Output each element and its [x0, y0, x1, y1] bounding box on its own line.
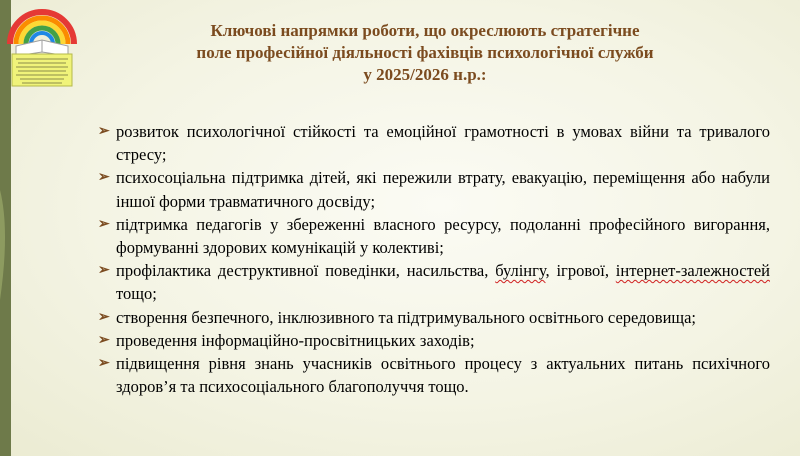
slide-title [80, 20, 770, 86]
title-line-3: у 2025/2026 н.р.: [363, 65, 487, 84]
arrow-bullet-icon: ➢ [98, 170, 110, 186]
list-item [98, 352, 770, 398]
list-item-text: проведення інформаційно-просвітницьких заходів; [116, 330, 475, 350]
arrow-bullet-icon: ➢ [98, 216, 110, 232]
list-item-text: підтримка педагогів у збереженні власного ресурсу, подоланні професійного вигорання, формуванні здорових комунікацій у колективі; [116, 214, 770, 258]
arrow-bullet-icon: ➢ [98, 124, 110, 139]
list-item-text: розвиток психологічної стійкості та емоційної грамотності в умовах війни та тривалого стресу; [116, 122, 770, 165]
list-item [98, 166, 770, 212]
list-item [98, 329, 770, 352]
list-item [98, 120, 770, 166]
title-line-2: поле професійної діяльності фахівців психологічної служби [196, 43, 654, 62]
list-item-text: створення безпечного, інклюзивного та підтримувального освітнього середовища; [116, 307, 697, 327]
arrow-bullet-icon: ➢ [98, 309, 110, 325]
list-item [98, 306, 770, 329]
arrow-bullet-icon: ➢ [98, 263, 110, 279]
list-item-text-part: тощо; [116, 284, 157, 304]
list-item [98, 213, 770, 259]
arrow-bullet-icon: ➢ [98, 332, 110, 348]
bullet-list [98, 120, 770, 398]
list-item-text: психосоціальна підтримка дітей, які пережили втрату, евакуацію, переміщення або набули іншої форми травматичного досвіду; [116, 168, 770, 211]
title-line-1: Ключові напрямки роботи, що окреслюють стратегічне [210, 21, 640, 40]
spellcheck-word: інтернет-залежностей [615, 261, 770, 281]
spellcheck-word: булінгу [495, 261, 546, 281]
list-item-text: підвищення рівня знань учасників освітнього процесу з актуальних питань психічного здоров’я та психосоціального благополуччя тощо. [116, 354, 770, 397]
list-item-text-part: , ігрової, [545, 261, 616, 281]
logo-rainbow-book-icon [4, 0, 80, 90]
arrow-bullet-icon: ➢ [98, 356, 110, 372]
list-item [98, 259, 770, 305]
list-item-text-part: профілактика деструктивної поведінки, насильства, [116, 261, 496, 281]
